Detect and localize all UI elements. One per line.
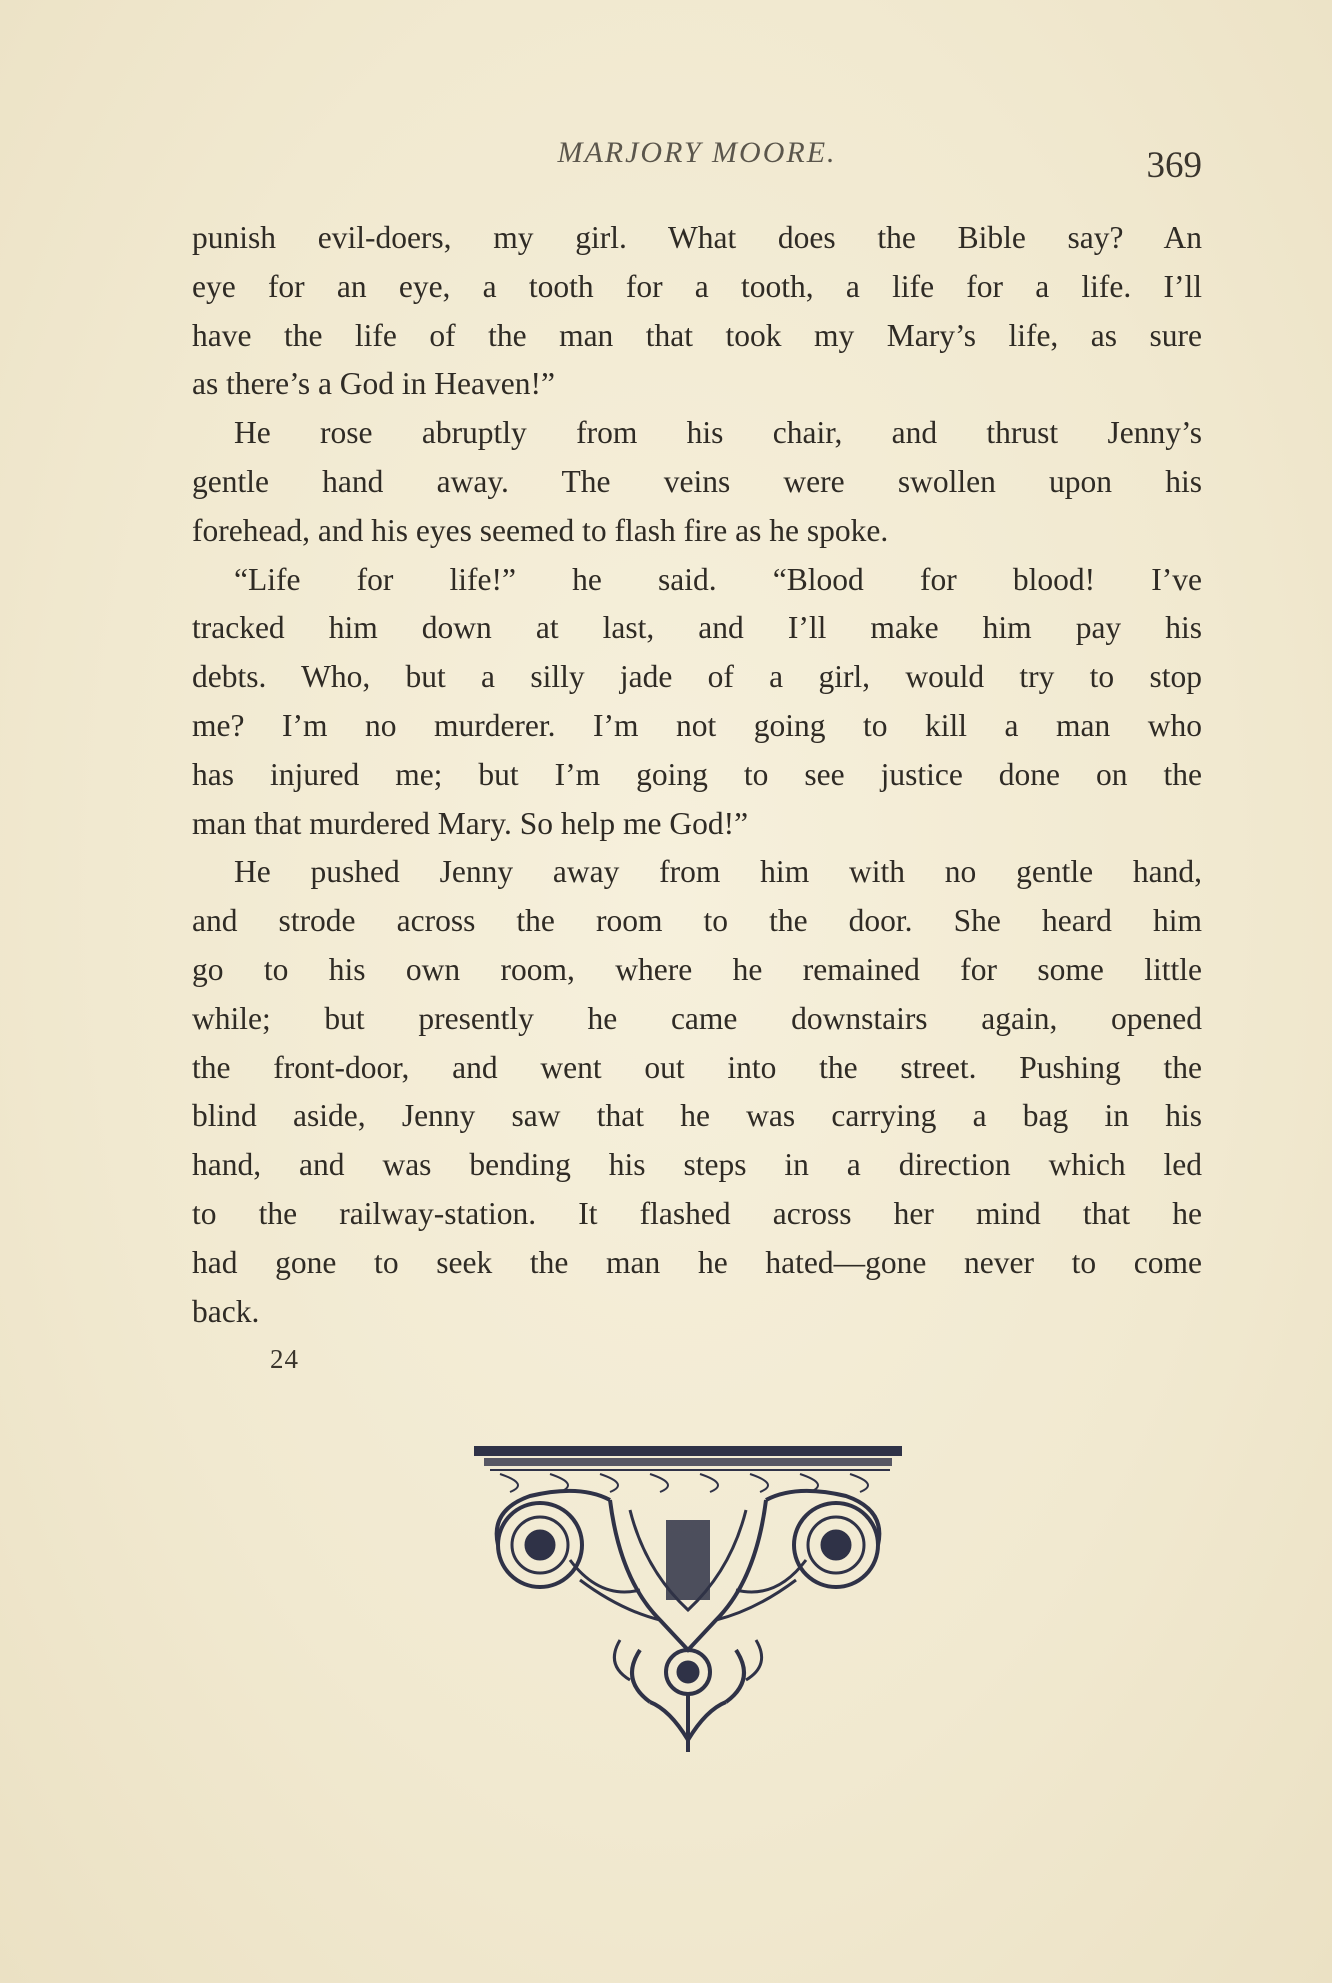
text-line: punish evil-doers, my girl. What does the Bible say? An (192, 220, 1202, 255)
body-text (192, 214, 1202, 1336)
text-line: to the railway-station. It flashed across her mind that he (192, 1195, 1202, 1231)
text-line: had gone to seek the man he hated—gone never to come (192, 1244, 1202, 1280)
ornamental-tailpiece-icon (470, 1440, 910, 1760)
text-line: back. (192, 1293, 260, 1329)
text-line: the front-door, and went out into the street. Pushing the (192, 1049, 1202, 1085)
text-line: has injured me; but I’m going to see justice done on the (192, 756, 1202, 792)
text-line: tracked him down at last, and I’ll make him pay his (192, 610, 1202, 646)
text-line: go to his own room, where he remained for some little (192, 951, 1202, 987)
page-number: 369 (1146, 145, 1202, 186)
running-title: MARJORY MOORE. (557, 136, 837, 169)
text-line: man that murdered Mary. So help me God!” (192, 805, 749, 841)
text-line: hand, and was bending his steps in a direction which led (192, 1147, 1202, 1183)
text-line: forehead, and his eyes seemed to flash fire as he spoke. (192, 512, 889, 548)
text-line: He pushed Jenny away from him with no gentle hand, (234, 854, 1202, 890)
text-line: and strode across the room to the door. She heard him (192, 903, 1202, 939)
text-line: He rose abruptly from his chair, and thrust Jenny’s (234, 415, 1202, 451)
text-line: eye for an eye, a tooth for a tooth, a life for a life. I’ll (192, 268, 1202, 304)
text-line: debts. Who, but a silly jade of a girl, would try to stop (192, 659, 1202, 695)
signature-mark: 24 (270, 1344, 299, 1374)
page-header (192, 136, 1202, 186)
text-line: as there’s a God in Heaven!” (192, 366, 555, 402)
text-line: while; but presently he came downstairs again, opened (192, 1000, 1202, 1036)
text-line: gentle hand away. The veins were swollen upon his (192, 463, 1202, 499)
text-line: me? I’m no murderer. I’m not going to kill a man who (192, 707, 1202, 743)
text-line: “Life for life!” he said. “Blood for blood! I’ve (234, 561, 1202, 597)
text-line: blind aside, Jenny saw that he was carrying a bag in his (192, 1098, 1202, 1134)
text-line: have the life of the man that took my Mary’s life, as sure (192, 317, 1202, 353)
